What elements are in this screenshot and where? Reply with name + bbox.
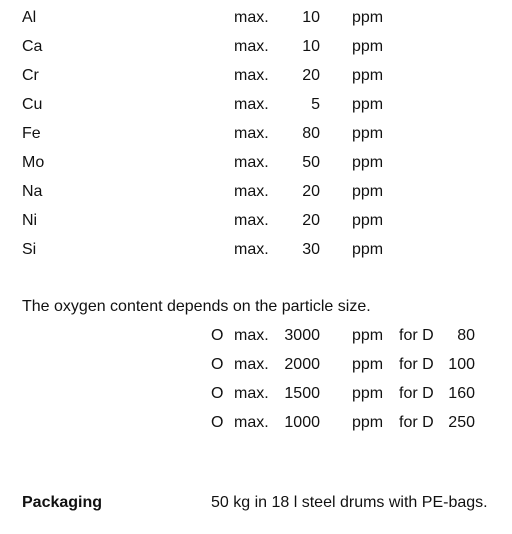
particle-size-value: 160 [448,385,475,402]
limit-unit: ppm [352,96,384,113]
limit-qualifier: max. [234,9,269,26]
particle-size-value: 250 [448,414,475,431]
oxygen-value: 3000 [284,327,320,344]
oxygen-unit: ppm [352,385,384,402]
limit-qualifier: max. [234,183,269,200]
limit-qualifier: max. [234,96,269,113]
limit-unit: ppm [352,154,384,171]
element-symbol: Ca [22,38,43,55]
limit-value: 10 [302,9,320,26]
limit-value: 20 [302,212,320,229]
limit-qualifier: max. [234,67,269,84]
element-symbol: Al [22,9,37,26]
limit-value: 20 [302,67,320,84]
limit-qualifier: max. [234,241,269,258]
element-symbol: Cr [22,67,39,84]
particle-size-label: for D [399,327,434,344]
packaging-label: Packaging [22,494,103,511]
particle-size-value: 80 [457,327,475,344]
limit-unit: ppm [352,9,384,26]
limit-value: 20 [302,183,320,200]
element-symbol: Mo [22,154,45,171]
oxygen-symbol: O [211,356,224,373]
oxygen-qualifier: max. [234,414,269,431]
limit-value: 80 [302,125,320,142]
oxygen-symbol: O [211,385,224,402]
limit-unit: ppm [352,38,384,55]
limit-unit: ppm [352,212,384,229]
oxygen-value: 1000 [284,414,320,431]
oxygen-value: 1500 [284,385,320,402]
limit-unit: ppm [352,67,384,84]
limit-qualifier: max. [234,125,269,142]
element-symbol: Fe [22,125,41,142]
limit-value: 50 [302,154,320,171]
oxygen-qualifier: max. [234,385,269,402]
oxygen-unit: ppm [352,414,384,431]
limit-value: 10 [302,38,320,55]
element-symbol: Cu [22,96,43,113]
oxygen-value: 2000 [284,356,320,373]
packaging-text: 50 kg in 18 l steel drums with PE-bags. [211,494,488,511]
limit-qualifier: max. [234,212,269,229]
element-symbol: Ni [22,212,38,229]
element-symbol: Na [22,183,43,200]
oxygen-unit: ppm [352,327,384,344]
oxygen-qualifier: max. [234,327,269,344]
limit-qualifier: max. [234,38,269,55]
limit-unit: ppm [352,125,384,142]
limit-unit: ppm [352,183,384,200]
oxygen-note: The oxygen content depends on the particle size. [22,298,371,315]
particle-size-value: 100 [448,356,475,373]
limit-value: 30 [302,241,320,258]
oxygen-unit: ppm [352,356,384,373]
element-symbol: Si [22,241,37,258]
oxygen-symbol: O [211,327,224,344]
limit-value: 5 [311,96,320,113]
particle-size-label: for D [399,414,434,431]
particle-size-label: for D [399,356,434,373]
limit-unit: ppm [352,241,384,258]
oxygen-qualifier: max. [234,356,269,373]
oxygen-symbol: O [211,414,224,431]
limit-qualifier: max. [234,154,269,171]
particle-size-label: for D [399,385,434,402]
